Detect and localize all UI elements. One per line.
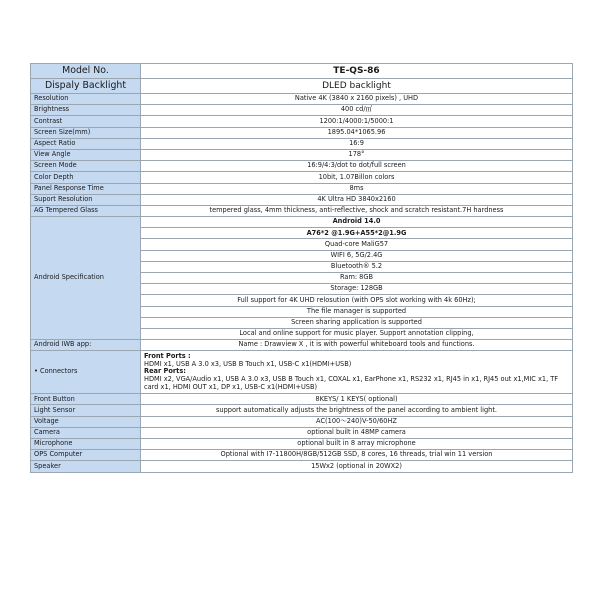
spec-value: 1895.04*1065.96 [141,127,573,138]
spec-label: Light Sensor [31,405,141,416]
android-item: Local and online support for music player. Support annotation clipping, [141,328,573,339]
spec-row-voltage [31,416,573,427]
spec-row-resolution [31,94,573,105]
spec-label: Aspect Ratio [31,138,141,149]
android-item: Ram: 8GB [141,273,573,284]
spec-row-ag-glass [31,205,573,216]
spec-row-front-button [31,394,573,405]
model-label: Model No. [31,64,141,79]
spec-label: Screen Mode [31,161,141,172]
spec-row-screen-size [31,127,573,138]
spec-value: 16:9/4:3/dot to dot/full screen [141,161,573,172]
android-item: Full support for 4K UHD relosution (with OPS slot working with 4k 60Hz); [141,295,573,306]
android-row [31,217,573,228]
spec-label: OPS Computer [31,450,141,461]
spec-row-color-depth [31,172,573,183]
spec-label: View Angle [31,149,141,160]
spec-value: 8KEYS/ 1 KEYS( optional) [141,394,573,405]
spec-row-aspect-ratio [31,138,573,149]
spec-row-view-angle [31,149,573,160]
rear-ports-title: Rear Ports: [144,367,186,376]
spec-label: Speaker [31,461,141,472]
spec-label: Resolution [31,94,141,105]
spec-label: Contrast [31,116,141,127]
spec-value: tempered glass, 4mm thickness, anti-reflective, shock and scratch resistant.7H hardness [141,205,573,216]
android-item: The file manager is supported [141,306,573,317]
spec-value: optional built in 8 array microphone [141,438,573,449]
front-ports-value: HDMI x1, USB A 3.0 x3, USB B Touch x1, USB-C x1(HDMI+USB) [144,359,352,368]
backlight-value: DLED backlight [141,79,573,94]
spec-value: 4K Ultra HD 3840x2160 [141,194,573,205]
spec-row-contrast [31,116,573,127]
spec-row-response-time [31,183,573,194]
iwb-value: Name : Drawview X , it is with powerful whiteboard tools and functions. [141,340,573,351]
android-item: Bluetooth® 5.2 [141,261,573,272]
spec-label: Microphone [31,438,141,449]
spec-row-support-resolution [31,194,573,205]
spec-label: Panel Response Time [31,183,141,194]
spec-value: optional built in 48MP camera [141,427,573,438]
android-item: Storage: 128GB [141,284,573,295]
spec-table [30,63,573,473]
spec-label: Front Button [31,394,141,405]
model-row [31,64,573,79]
spec-label: Color Depth [31,172,141,183]
model-value: TE-QS-86 [141,64,573,79]
spec-label: Screen Size(mm) [31,127,141,138]
spec-row-light-sensor [31,405,573,416]
spec-label: Voltage [31,416,141,427]
spec-value: 1200:1/4000:1/5000:1 [141,116,573,127]
front-ports-title: Front Ports : [144,352,191,361]
android-item: A76*2 @1.9G+A55*2@1.9G [141,228,573,239]
backlight-label: Dispaly Backlight [31,79,141,94]
spec-value: 16:9 [141,138,573,149]
spec-row-microphone [31,438,573,449]
spec-label: Brightness [31,105,141,116]
backlight-row [31,79,573,94]
spec-value: 178° [141,149,573,160]
iwb-label: Android IWB app: [31,340,141,351]
spec-value: Optional with I7-11800H/8GB/512GB SSD, 8 cores, 16 threads, trial win 11 version [141,450,573,461]
android-item: Quad-core MaliG57 [141,239,573,250]
spec-value: AC(100～240)V-50/60HZ [141,416,573,427]
spec-row-speaker [31,461,573,472]
android-item: WIFI 6, 5G/2.4G [141,250,573,261]
spec-value: 8ms [141,183,573,194]
connectors-row [31,351,573,394]
android-label: Android Specification [31,217,141,340]
connectors-label: • Connectors [31,351,141,394]
spec-value: 400 cd/㎡ [141,105,573,116]
spec-label: AG Tempered Glass [31,205,141,216]
spec-value: 10bit, 1.07Billon colors [141,172,573,183]
iwb-row [31,340,573,351]
connectors-value [141,351,573,394]
spec-value: Native 4K (3840 x 2160 pixels) , UHD [141,94,573,105]
spec-value: support automatically adjusts the brightness of the panel according to ambient light. [141,405,573,416]
spec-row-camera [31,427,573,438]
spec-row-screen-mode [31,161,573,172]
android-item: Screen sharing application is supported [141,317,573,328]
spec-label: Camera [31,427,141,438]
spec-row-brightness [31,105,573,116]
spec-row-ops-computer [31,450,573,461]
spec-value: 15Wx2 (optional in 20WX2) [141,461,573,472]
rear-ports-value: HDMI x2, VGA/Audio x1, USB A 3.0 x3, USB B Touch x1, COXAL x1, EarPhone x1, RS232 x1, RJ45 in x1, RJ45 out x1,MIC x1, TF card x1, HDMI OUT x1, DP x1, USB-C x1(HDMI+USB) [144,375,559,391]
spec-label: Suport Resolution [31,194,141,205]
android-item: Android 14.0 [141,217,573,228]
